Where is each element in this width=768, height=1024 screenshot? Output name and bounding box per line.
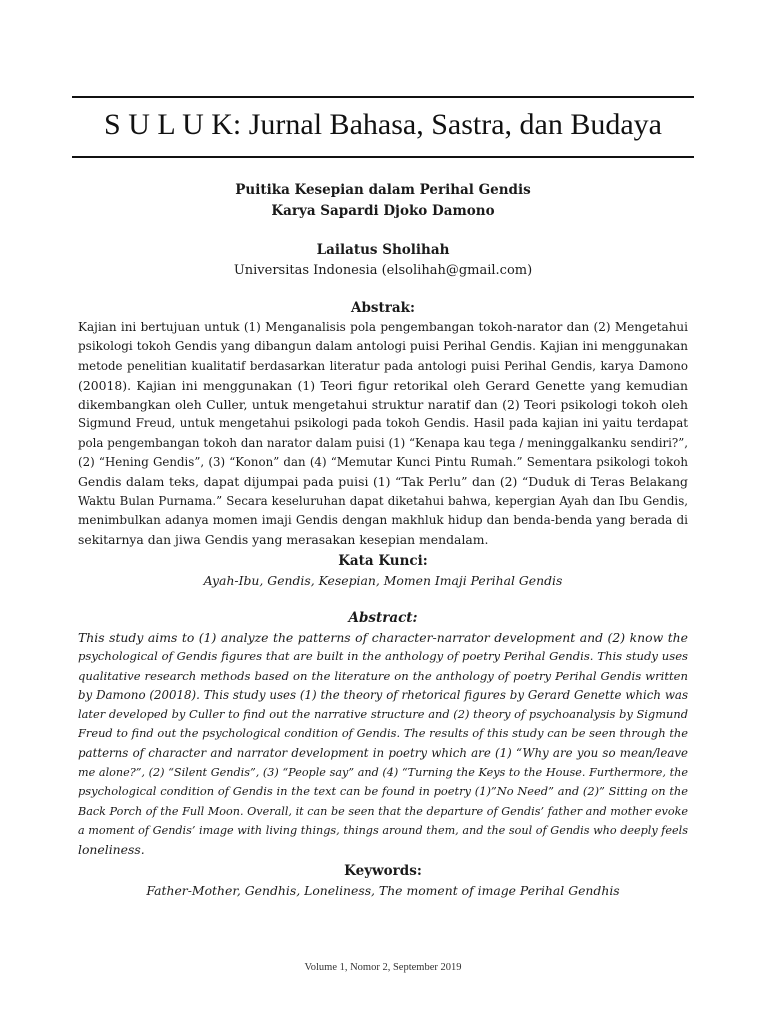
- abstrak-line: Kajian ini bertujuan untuk (1) Menganalisis pola pengembangan tokoh-narator dan (2) Mengetahui: [78, 320, 688, 334]
- abstract-en-line: psychological condition of Gendis in the text can be found in poetry (1)”No Need” and (2)” Sitting on the: [78, 784, 688, 799]
- abstract-en-line: psychological of Gendis figures that are built in the anthology of poetry Perihal Gendis. This study uses: [78, 649, 688, 664]
- abstract-en-line: Freud to find out the psychological condition of Gendis. The results of this study can be seen through the: [78, 726, 688, 741]
- abstract-en-line: by Damono (20018). This study uses (1) the theory of rhetorical figures by Gerard Genette which was: [78, 687, 688, 702]
- abstrak-line: menimbulkan adanya momen imaji Gendis dengan makhluk hidup dan benda-benda yang berada di: [78, 512, 688, 527]
- author-name: Lailatus Sholihah: [316, 242, 450, 258]
- page-footer: Volume 1, Nomor 2, September 2019: [304, 962, 462, 973]
- abstract-en-line: qualitative research methods based on the literature on the anthology of poetry Perihal Gendis written: [78, 668, 688, 683]
- abstrak-line: pola pengembangan tokoh dan narator dalam puisi (1) “Kenapa kau tega / meninggalkanku sendiri?”,: [78, 435, 688, 450]
- abstract-en-line: a moment of Gendis’ image with living things, things around them, and the soul of Gendis who deeply feels: [78, 823, 688, 837]
- abstract-en-line: me alone?”, (2) “Silent Gendis”, (3) “People say” and (4) “Turning the Keys to the House. Furthermore, the: [78, 766, 688, 780]
- keywords-en-heading: Keywords:: [344, 863, 422, 879]
- abstract-en-line: later developed by Culler to find out the narrative structure and (2) theory of psychoanalysis by Sigmund: [78, 707, 688, 722]
- abstract-en-body: [78, 628, 688, 860]
- abstract-en-line: This study aims to (1) analyze the patterns of character-narrator development and (2) know the: [78, 630, 688, 645]
- article-title-line-2: Karya Sapardi Djoko Damono: [271, 203, 495, 219]
- abstrak-line: (2) “Hening Gendis”, (3) “Konon” dan (4) “Memutar Kunci Pintu Rumah.” Sementara psikologi tokoh: [78, 455, 688, 470]
- abstract-en-line: patterns of character and narrator development in poetry which are (1) “Why are you so mean/leave: [78, 745, 688, 760]
- abstract-en-line: Back Porch of the Full Moon. Overall, it can be seen that the departure of Gendis’ father and mother evoke: [78, 804, 688, 818]
- abstrak-line: (20018). Kajian ini menggunakan (1) Teori figur retorikal oleh Gerard Genette yang kemudian: [78, 377, 688, 393]
- abstrak-line: Gendis dalam teks, dapat dijumpai pada puisi (1) “Tak Perlu” dan (2) “Duduk di Teras Belakang: [78, 474, 688, 490]
- article-title-line-1: Puitika Kesepian dalam Perihal Gendis: [235, 182, 531, 198]
- keywords-en-text: Father-Mother, Gendhis, Loneliness, The moment of image Perihal Gendhis: [146, 883, 620, 898]
- abstrak-line: Sigmund Freud, untuk mengetahui psikologi pada tokoh Gendis. Hasil pada kajian ini yaitu terdapat: [78, 416, 688, 431]
- abstrak-heading: Abstrak:: [351, 300, 415, 316]
- abstrak-line: Waktu Bulan Purnama.” Secara keseluruhan dapat diketahui bahwa, kepergian Ayah dan Ibu Gendis,: [78, 493, 688, 508]
- header-bottom-rule: [72, 156, 694, 158]
- abstrak-line: psikologi tokoh Gendis yang dibangun dalam antologi puisi Perihal Gendis. Kajian ini menggunakan: [78, 339, 688, 354]
- journal-title: S U L U K: Jurnal Bahasa, Sastra, dan Budaya: [104, 108, 662, 141]
- abstrak-line: sekitarnya dan jiwa Gendis yang merasakan kesepian mendalam.: [78, 532, 489, 548]
- header-top-rule: [72, 96, 694, 98]
- kata-kunci-text: Ayah-Ibu, Gendis, Kesepian, Momen Imaji Perihal Gendis: [203, 573, 563, 588]
- abstrak-line: metode penelitian kualitatif berdasarkan literatur pada antologi puisi Perihal Gendis, karya Damono: [78, 358, 688, 373]
- article-title: [72, 180, 694, 222]
- abstract-en-heading: Abstract:: [348, 610, 418, 626]
- author-affiliation: Universitas Indonesia (elsolihah@gmail.com): [233, 263, 533, 278]
- kata-kunci-heading: Kata Kunci:: [338, 553, 428, 569]
- abstrak-body: [78, 318, 688, 550]
- abstrak-line: dikembangkan oleh Culler, untuk mengetahui struktur naratif dan (2) Teori psikologi tokoh oleh: [78, 397, 688, 413]
- abstract-en-line: loneliness.: [78, 842, 145, 858]
